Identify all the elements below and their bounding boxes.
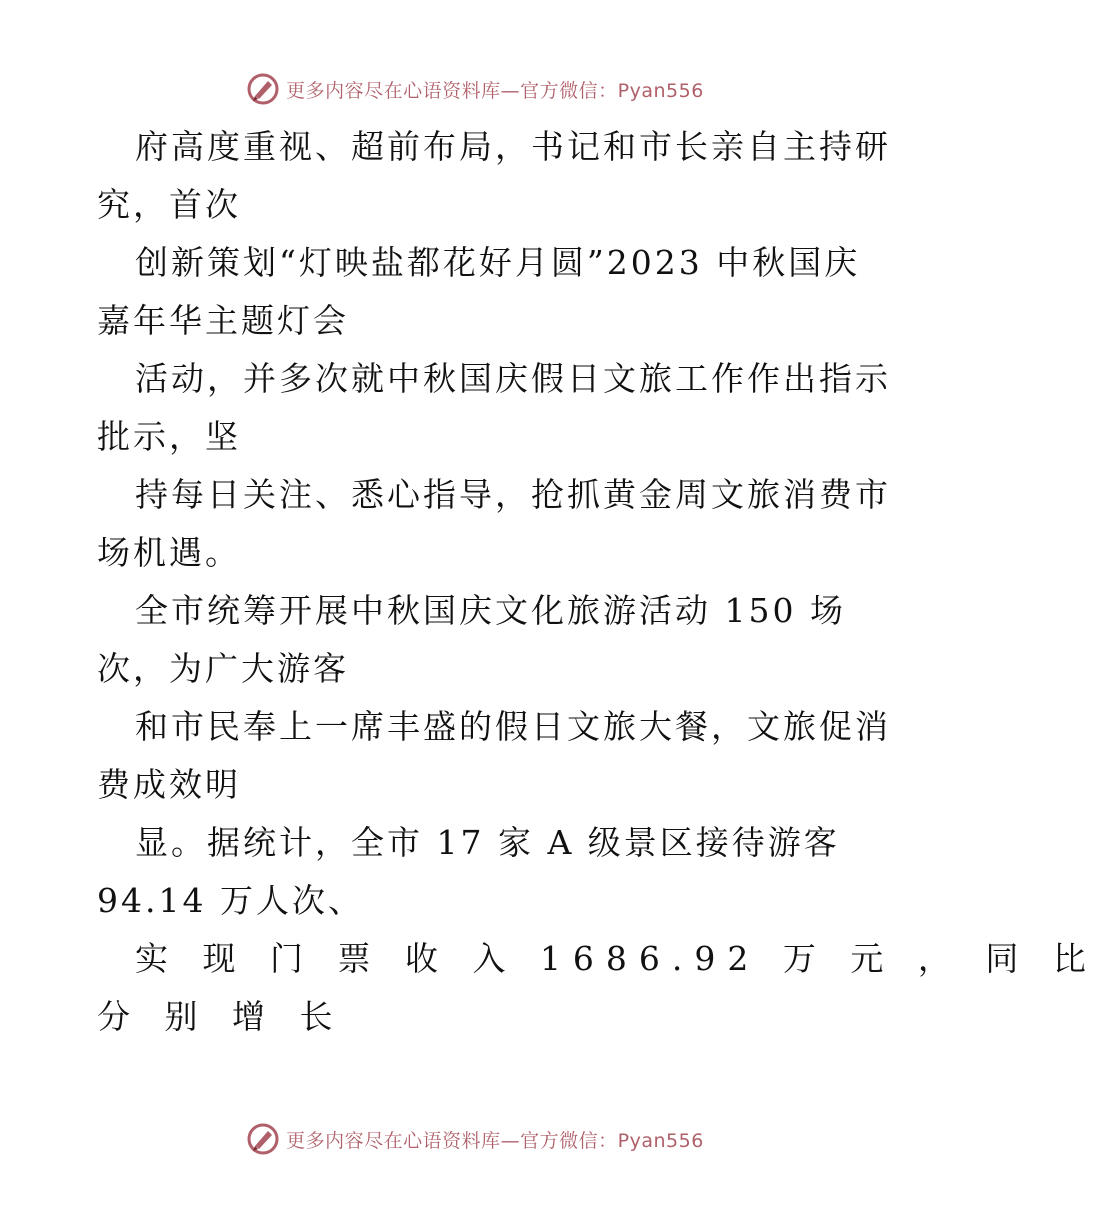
text-line: 显。据统计，全市 17 家 A 级景区接待游客 <box>135 823 840 862</box>
document-body <box>97 118 1098 1046</box>
text-line: 全市统筹开展中秋国庆文化旅游活动 150 场 <box>135 591 846 630</box>
watermark-text: 更多内容尽在心语资料库—官方微信：Pyan556 <box>286 79 704 102</box>
text-line: 嘉年华主题灯会 <box>97 301 349 340</box>
text-line: 活动，并多次就中秋国庆假日文旅工作作出指示 <box>135 359 891 398</box>
watermark-text: 更多内容尽在心语资料库—官方微信：Pyan556 <box>286 1129 704 1152</box>
text-line: 和市民奉上一席丰盛的假日文旅大餐，文旅促消 <box>135 707 891 746</box>
text-line: 94.14 万人次、 <box>97 881 364 920</box>
text-line: 费成效明 <box>97 765 241 804</box>
logo-icon <box>246 72 280 106</box>
text-line: 实 现 门 票 收 入 1686.92 万 元 ， 同 比 <box>135 939 1098 978</box>
text-line: 创新策划“灯映盐都花好月圆”2023 中秋国庆 <box>135 243 861 282</box>
text-line: 次，为广大游客 <box>97 649 349 688</box>
text-line: 府高度重视、超前布局，书记和市长亲自主持研 <box>135 127 891 166</box>
header-watermark <box>0 72 950 106</box>
text-line: 究，首次 <box>97 185 241 224</box>
text-line: 场机遇。 <box>97 533 241 572</box>
logo-icon <box>246 1122 280 1156</box>
text-line: 持每日关注、悉心指导，抢抓黄金周文旅消费市 <box>135 475 891 514</box>
text-line: 批示，坚 <box>97 417 241 456</box>
footer-watermark <box>0 1122 950 1156</box>
text-line: 分 别 增 长 <box>97 997 345 1036</box>
